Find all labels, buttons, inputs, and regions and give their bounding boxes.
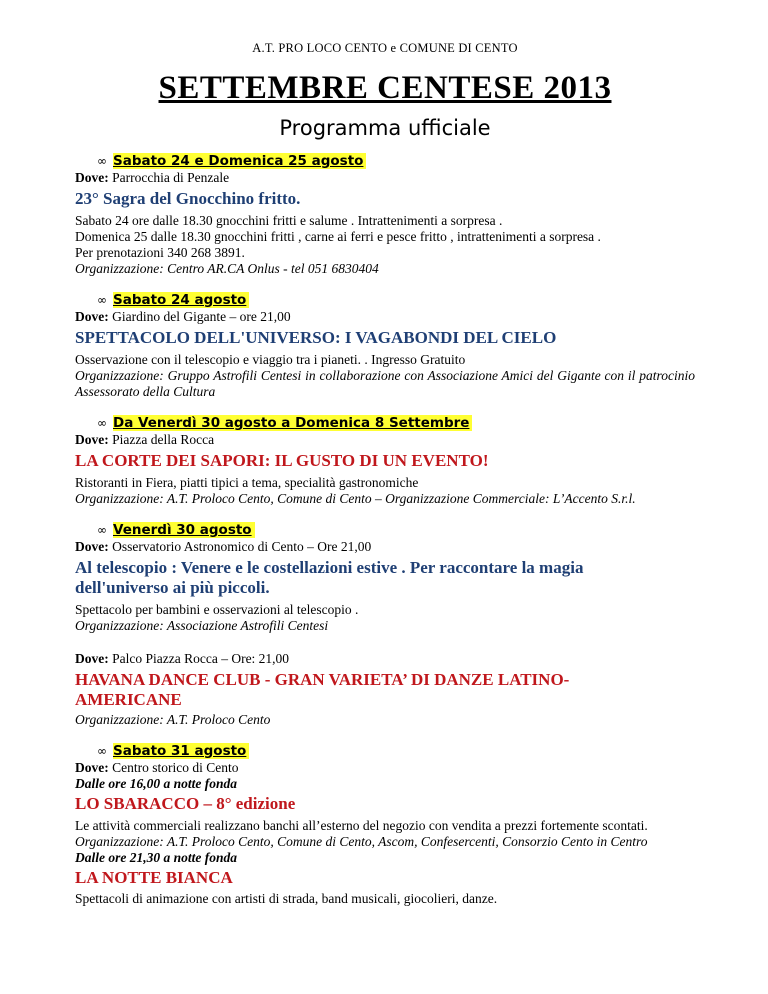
- event-organizer: Organizzazione: A.T. Proloco Cento: [75, 712, 271, 727]
- event-date-label: Sabato 24 agosto: [113, 292, 249, 308]
- event-date: [97, 521, 695, 539]
- location-label: Dove:: [75, 432, 109, 447]
- location-label: Dove:: [75, 760, 109, 775]
- event-organizer: Organizzazione: Associazione Astrofili Centesi: [75, 618, 329, 633]
- event-description: Per prenotazioni 340 268 3891.: [75, 245, 245, 260]
- bullet-icon: ∞: [97, 416, 107, 430]
- bullet-icon: ∞: [97, 744, 107, 758]
- event-location: [75, 651, 695, 667]
- organizer-header: A.T. PRO LOCO CENTO e COMUNE DI CENTO: [252, 41, 518, 55]
- event-date-label: Venerdì 30 agosto: [113, 522, 255, 538]
- event-title: Al telescopio : Venere e le costellazioni estive . Per raccontare la magia dell'universo ai più piccoli.: [75, 558, 584, 597]
- page-title: SETTEMBRE CENTESE 2013: [158, 70, 612, 106]
- event-description: Sabato 24 ore dalle 18.30 gnocchini fritti e salume . Intrattenimenti a sorpresa .: [75, 213, 503, 228]
- event-location: [75, 760, 695, 776]
- event-date: [97, 742, 695, 760]
- event-title: LA CORTE DEI SAPORI: IL GUSTO DI UN EVENTO!: [75, 451, 489, 470]
- event-date: [97, 152, 695, 170]
- location-value: Giardino del Gigante – ore 21,00: [112, 309, 291, 324]
- location-value: Piazza della Rocca: [112, 432, 215, 447]
- event-date-label: Da Venerdì 30 agosto a Domenica 8 Settembre: [113, 415, 472, 431]
- event-organizer: Organizzazione: Gruppo Astrofili Centesi in collaborazione con Associazione Amici del Gigante con il patrocinio Assessorato della Cultura: [75, 368, 695, 399]
- event-title: LO SBARACCO – 8° edizione: [75, 794, 296, 813]
- location-value: Centro storico di Cento: [112, 760, 239, 775]
- location-label: Dove:: [75, 309, 109, 324]
- bullet-icon: ∞: [97, 154, 107, 168]
- event-title: LA NOTTE BIANCA: [75, 868, 233, 887]
- location-value: Osservatorio Astronomico di Cento – Ore 21,00: [112, 539, 372, 554]
- event-organizer: Organizzazione: Centro AR.CA Onlus - tel 051 6830404: [75, 261, 379, 276]
- event-title: HAVANA DANCE CLUB - GRAN VARIETA’ DI DANZE LATINO-AMERICANE: [75, 670, 570, 709]
- event-block: [75, 414, 695, 507]
- event-time: Dalle ore 21,30 a notte fonda: [75, 850, 237, 865]
- location-label: Dove:: [75, 651, 109, 666]
- bullet-icon: ∞: [97, 293, 107, 307]
- event-date: [97, 414, 695, 432]
- event-description: Domenica 25 dalle 18.30 gnocchini fritti , carne ai ferri e pesce fritto , intrattenimenti a sorpresa .: [75, 229, 601, 244]
- location-value: Parrocchia di Penzale: [112, 170, 230, 185]
- event-location: [75, 432, 695, 448]
- event-block: [75, 742, 695, 907]
- event-description: Spettacolo per bambini e osservazioni al telescopio .: [75, 602, 359, 617]
- bullet-icon: ∞: [97, 523, 107, 537]
- document-page: [75, 0, 695, 907]
- location-label: Dove:: [75, 539, 109, 554]
- event-block: [75, 651, 695, 728]
- event-date-label: Sabato 24 e Domenica 25 agosto: [113, 153, 366, 169]
- event-block: [75, 291, 695, 400]
- location-label: Dove:: [75, 170, 109, 185]
- location-value: Palco Piazza Rocca – Ore: 21,00: [112, 651, 290, 666]
- event-description: Spettacoli di animazione con artisti di strada, band musicali, giocolieri, danze.: [75, 891, 498, 906]
- event-location: [75, 539, 695, 555]
- event-title: 23° Sagra del Gnocchino fritto.: [75, 189, 301, 208]
- event-description: Osservazione con il telescopio e viaggio tra i pianeti. . Ingresso Gratuito: [75, 352, 466, 367]
- event-location: [75, 170, 695, 186]
- event-organizer: Organizzazione: A.T. Proloco Cento, Comune di Cento, Ascom, Confesercenti, Consorzio Cento in Centro: [75, 834, 648, 849]
- event-date-label: Sabato 31 agosto: [113, 743, 249, 759]
- event-description: Le attività commerciali realizzano banchi all’esterno del negozio con vendita a prezzi fortemente scontati.: [75, 818, 648, 833]
- event-title: SPETTACOLO DELL'UNIVERSO: I VAGABONDI DEL CIELO: [75, 328, 557, 347]
- event-location: [75, 309, 695, 325]
- event-organizer: Organizzazione: A.T. Proloco Cento, Comune di Cento – Organizzazione Commerciale: L’Accento S.r.l.: [75, 491, 636, 506]
- event-date: [97, 291, 695, 309]
- event-time: Dalle ore 16,00 a notte fonda: [75, 776, 237, 791]
- event-description: Ristoranti in Fiera, piatti tipici a tema, specialità gastronomiche: [75, 475, 419, 490]
- event-block: [75, 152, 695, 277]
- event-block: [75, 521, 695, 634]
- page-subtitle: Programma ufficiale: [279, 116, 491, 140]
